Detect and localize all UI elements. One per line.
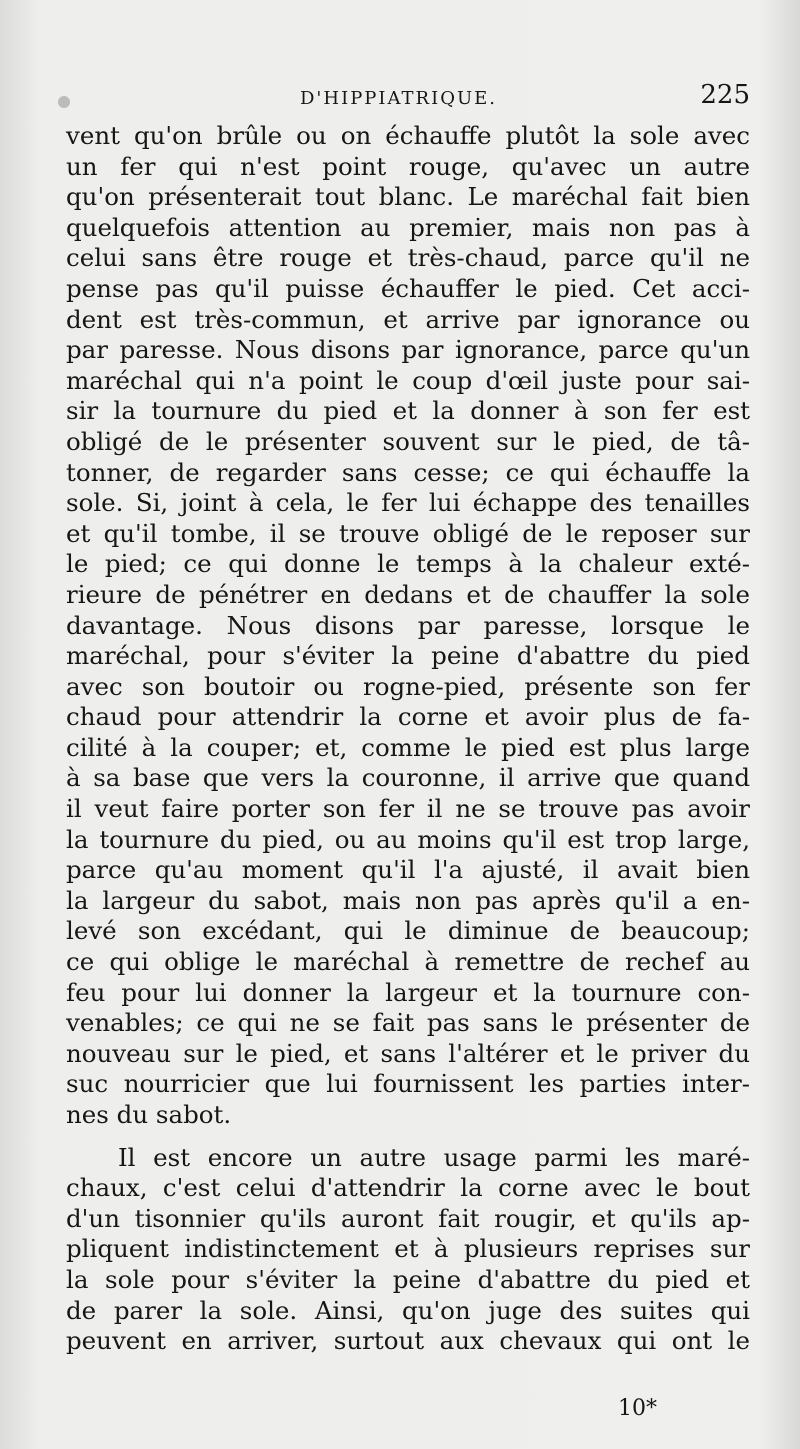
text-line: dent est très-commun, et arrive par ignorance ou	[66, 304, 750, 334]
paragraph-gap	[66, 1131, 750, 1143]
text-line: obligé de le présenter souvent sur le pied, de tâ-	[66, 426, 750, 456]
text-line: levé son excédant, qui le diminue de beaucoup;	[66, 916, 750, 946]
text-line: un fer qui n'est point rouge, qu'avec un autre	[66, 151, 750, 181]
text-line: chaux, c'est celui d'attendrir la corne avec le bout	[66, 1173, 750, 1203]
page-number: 225	[700, 80, 750, 110]
text-line: quelquefois attention au premier, mais non pas à	[66, 212, 750, 242]
text-line: suc nourricier que lui fournissent les parties inter-	[66, 1069, 750, 1099]
body-text	[66, 121, 750, 1357]
text-line: sir la tournure du pied et la donner à son fer est	[66, 396, 750, 426]
text-line: vent qu'on brûle ou on échauffe plutôt la sole avec	[66, 121, 750, 150]
text-line: davantage. Nous disons par paresse, lorsque le	[66, 610, 750, 640]
paragraph-1	[66, 121, 750, 1131]
text-line: cilité à la couper; et, comme le pied est plus large	[66, 732, 750, 762]
text-line: rieure de pénétrer en dedans et de chauffer la sole	[66, 579, 750, 609]
paragraph-2	[66, 1143, 750, 1357]
text-line: à sa base que vers la couronne, il arrive que quand	[66, 763, 750, 793]
text-line: sole. Si, joint à cela, le fer lui échappe des tenailles	[66, 488, 750, 518]
text-line: nouveau sur le pied, et sans l'altérer et le priver du	[66, 1038, 750, 1068]
text-line: la tournure du pied, ou au moins qu'il est trop large,	[66, 824, 750, 854]
text-line: peuvent en arriver, surtout aux chevaux qui ont le	[66, 1326, 750, 1356]
text-line: il veut faire porter son fer il ne se trouve pas avoir	[66, 794, 750, 824]
text-line: pliquent indistinctement et à plusieurs reprises sur	[66, 1234, 750, 1264]
text-line: le pied; ce qui donne le temps à la chaleur exté-	[66, 549, 750, 579]
text-line: celui sans être rouge et très-chaud, parce qu'il ne	[66, 243, 750, 273]
text-line: pense pas qu'il puisse échauffer le pied. Cet acci-	[66, 273, 750, 303]
text-line: de parer la sole. Ainsi, qu'on juge des suites qui	[66, 1295, 750, 1325]
text-line: parce qu'au moment qu'il l'a ajusté, il avait bien	[66, 855, 750, 885]
text-line: ce qui oblige le maréchal à remettre de rechef au	[66, 947, 750, 977]
text-line: et qu'il tombe, il se trouve obligé de le reposer sur	[66, 518, 750, 548]
text-line: la largeur du sabot, mais non pas après qu'il a en-	[66, 885, 750, 915]
text-line: tonner, de regarder sans cesse; ce qui échauffe la	[66, 457, 750, 487]
text-line: par paresse. Nous disons par ignorance, parce qu'un	[66, 335, 750, 365]
text-line: avec son boutoir ou rogne-pied, présente son fer	[66, 671, 750, 701]
signature-mark: 10*	[618, 1396, 657, 1421]
text-line: d'un tisonnier qu'ils auront fait rougir, et qu'ils ap-	[66, 1203, 750, 1233]
text-line: qu'on présenterait tout blanc. Le maréchal fait bien	[66, 182, 750, 212]
text-line: maréchal, pour s'éviter la peine d'abattre du pied	[66, 641, 750, 671]
text-line: nes du sabot.	[66, 1100, 232, 1129]
text-line: Il est encore un autre usage parmi les maré-	[118, 1142, 750, 1172]
text-line: maréchal qui n'a point le coup d'œil juste pour sai-	[66, 365, 750, 395]
text-line: venables; ce qui ne se fait pas sans le présenter de	[66, 1008, 750, 1038]
running-head: D'HIPPIATRIQUE.	[300, 88, 497, 109]
text-line: feu pour lui donner la largeur et la tournure con-	[66, 977, 750, 1007]
text-line: la sole pour s'éviter la peine d'abattre du pied et	[66, 1264, 750, 1294]
page-header	[60, 80, 750, 120]
text-line: chaud pour attendrir la corne et avoir plus de fa-	[66, 702, 750, 732]
